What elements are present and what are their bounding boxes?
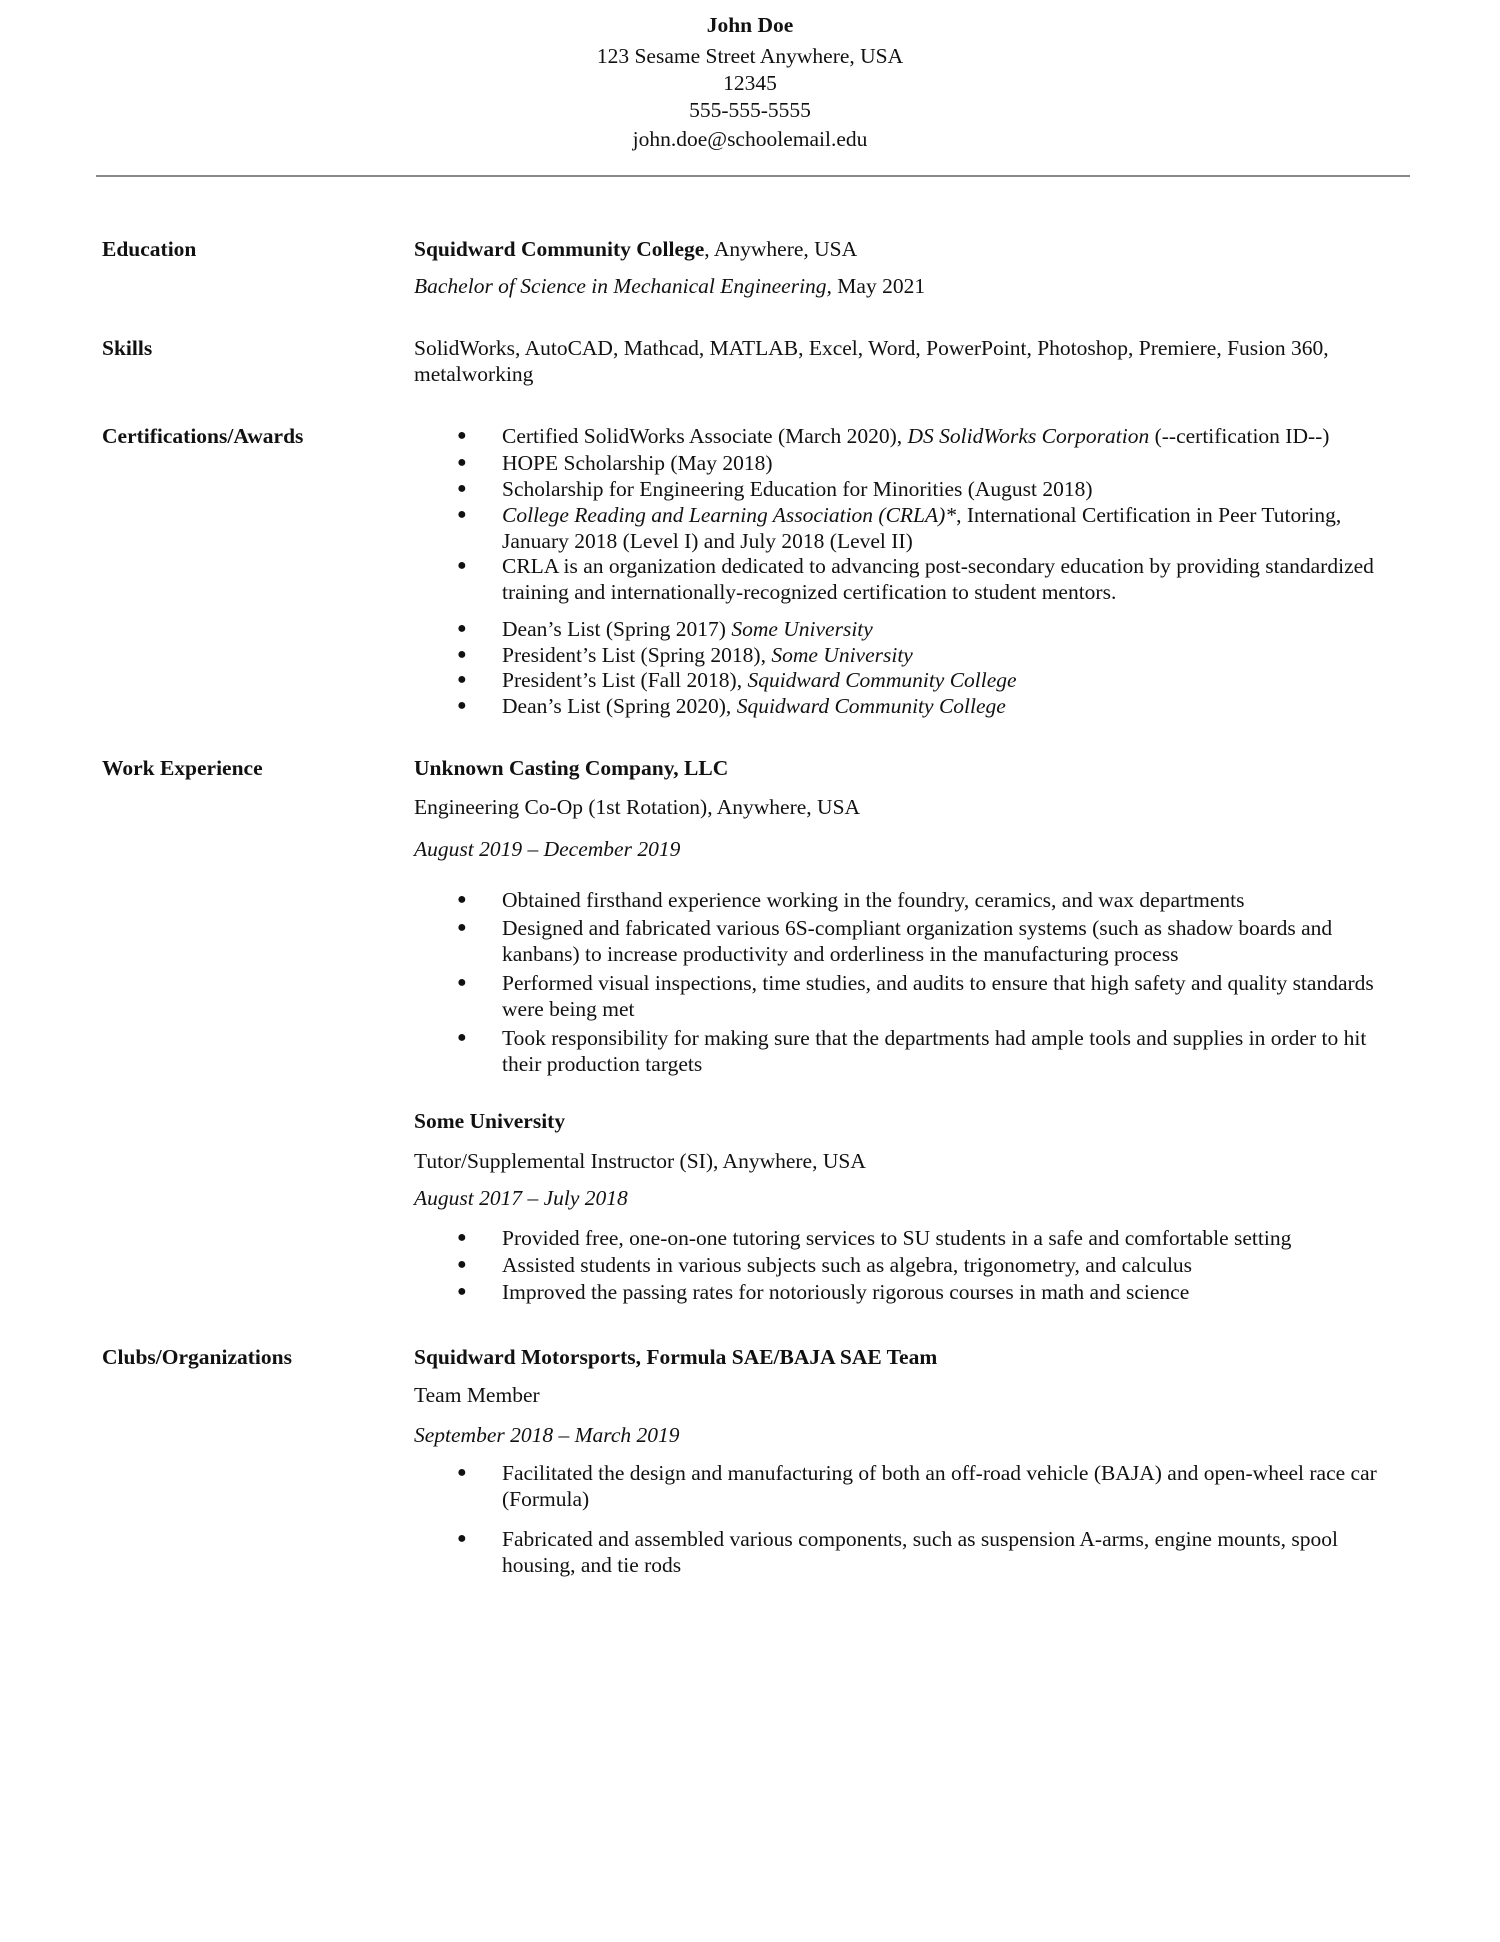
item-text: HOPE Scholarship (May 2018) bbox=[502, 451, 773, 475]
degree: Bachelor of Science in Mechanical Engineering, bbox=[414, 274, 832, 298]
header-divider bbox=[96, 175, 1410, 177]
job-role: Engineering Co-Op (1st Rotation), Anywhere, USA bbox=[414, 795, 861, 819]
item-text: Scholarship for Engineering Education for Minorities (August 2018) bbox=[502, 477, 1093, 501]
list-item bbox=[457, 423, 1402, 449]
item-text: Dean’s List (Spring 2017) bbox=[502, 617, 732, 641]
school-name: Squidward Community College bbox=[414, 237, 705, 261]
club-dates: September 2018 – March 2019 bbox=[414, 1423, 680, 1447]
list-item: ● Facilitated the design and manufacturing of both an off-road vehicle (BAJA) and open-wheel race car (Formula) bbox=[457, 1460, 1402, 1512]
club-role: Team Member bbox=[414, 1383, 540, 1407]
list-item bbox=[457, 502, 1402, 554]
list-item: ● Fabricated and assembled various components, such as suspension A-arms, engine mounts, spool housing, and tie rods bbox=[457, 1526, 1402, 1578]
job-role: Tutor/Supplemental Instructor (SI), Anywhere, USA bbox=[414, 1149, 866, 1173]
item-organization: Some University bbox=[771, 643, 913, 667]
section-label-education: Education bbox=[102, 237, 197, 261]
list-item bbox=[457, 693, 1402, 719]
address: 123 Sesame Street Anywhere, USA bbox=[596, 44, 904, 68]
job-company: Unknown Casting Company, LLC bbox=[414, 756, 729, 780]
list-item bbox=[457, 476, 1402, 502]
item-organization: Some University bbox=[731, 617, 873, 641]
item-organization: Squidward Community College bbox=[747, 668, 1017, 692]
item-text: President’s List (Fall 2018), bbox=[502, 668, 748, 692]
job-dates: August 2019 – December 2019 bbox=[414, 837, 681, 861]
item-organization: DS SolidWorks Corporation bbox=[907, 424, 1150, 448]
item-text: President’s List (Spring 2018), bbox=[502, 643, 772, 667]
education-degree-line bbox=[414, 273, 925, 299]
section-label-skills: Skills bbox=[102, 336, 153, 360]
skills-text: SolidWorks, AutoCAD, Mathcad, MATLAB, Excel, Word, PowerPoint, Photoshop, Premiere, Fusion 360, metalworking bbox=[414, 336, 1329, 386]
list-item: ● Designed and fabricated various 6S-compliant organization systems (such as shadow boards and kanbans) to increase productivity and orderliness in the manufacturing process bbox=[457, 915, 1402, 967]
club-name: Squidward Motorsports, Formula SAE/BAJA SAE Team bbox=[414, 1345, 938, 1369]
list-item bbox=[457, 450, 1402, 476]
list-item: ● Improved the passing rates for notoriously rigorous courses in math and science bbox=[457, 1279, 1402, 1305]
email: john.doe@schoolemail.edu bbox=[632, 127, 868, 151]
section-label-certifications: Certifications/Awards bbox=[102, 424, 304, 448]
school-location: , Anywhere, USA bbox=[704, 237, 858, 261]
item-organization: College Reading and Learning Association (CRLA)* bbox=[502, 503, 957, 527]
item-text: CRLA is an organization dedicated to advancing post-secondary education by providing standardized training and internationally-recognized certification to student mentors. bbox=[502, 554, 1374, 604]
list-item: ● Performed visual inspections, time studies, and audits to ensure that high safety and quality standards were being met bbox=[457, 970, 1402, 1022]
list-item bbox=[457, 616, 1402, 642]
candidate-name: John Doe bbox=[706, 13, 794, 37]
list-item bbox=[457, 667, 1402, 693]
phone: 555-555-5555 bbox=[689, 98, 811, 122]
job-company: Some University bbox=[414, 1109, 566, 1133]
list-item: ● Assisted students in various subjects such as algebra, trigonometry, and calculus bbox=[457, 1252, 1402, 1278]
item-text: Certified SolidWorks Associate (March 2020), bbox=[502, 424, 908, 448]
job-dates: August 2017 – July 2018 bbox=[414, 1186, 628, 1210]
list-item bbox=[457, 553, 1402, 605]
item-text: Dean’s List (Spring 2020), bbox=[502, 694, 737, 718]
item-organization: Squidward Community College bbox=[736, 694, 1006, 718]
education-school-line bbox=[414, 236, 857, 262]
item-detail: , International Certification in Peer Tutoring, January 2018 (Level I) and July 2018 (Level II) bbox=[502, 503, 1342, 553]
graduation-date: May 2021 bbox=[831, 274, 926, 298]
list-item: ● Took responsibility for making sure that the departments had ample tools and supplies in order to hit their production targets bbox=[457, 1025, 1402, 1077]
zip-code: 12345 bbox=[723, 71, 777, 95]
section-label-clubs: Clubs/Organizations bbox=[102, 1345, 292, 1369]
section-label-work: Work Experience bbox=[102, 756, 263, 780]
list-item: ● Provided free, one-on-one tutoring services to SU students in a safe and comfortable setting bbox=[457, 1225, 1402, 1251]
list-item: ● Obtained firsthand experience working in the foundry, ceramics, and wax departments bbox=[457, 887, 1402, 913]
list-item bbox=[457, 642, 1402, 668]
item-detail: (--certification ID--) bbox=[1149, 424, 1330, 448]
